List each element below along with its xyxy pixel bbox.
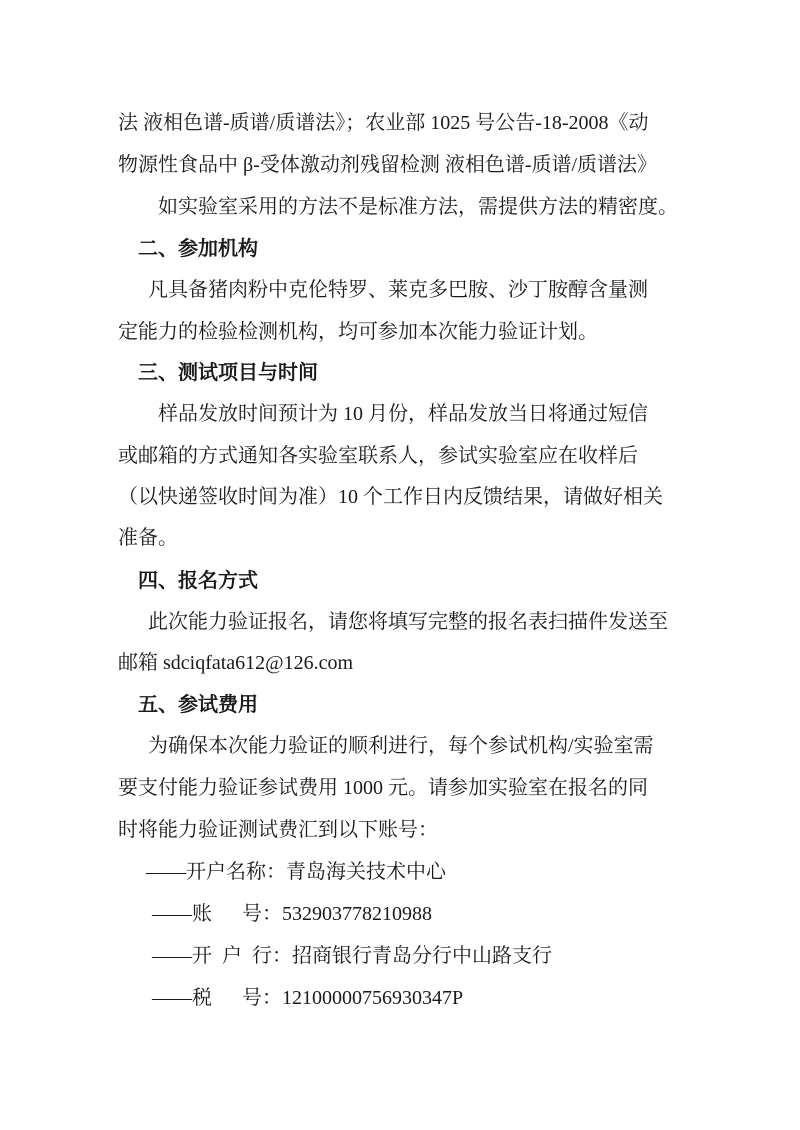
paragraph-line: 为确保本次能力验证的顺利进行，每个参试机构/实验室需	[148, 735, 654, 757]
bank-line: ——开 户 行：招商银行青岛分行中山路支行	[152, 945, 552, 967]
account-number-line: ——账 号：532903778210988	[152, 903, 432, 925]
email-line: 邮箱 sdciqfata612@126.com	[118, 652, 354, 674]
section-heading: 五、参试费用	[138, 692, 258, 716]
paragraph-line: 定能力的检验检测机构，均可参加本次能力验证计划。	[118, 321, 598, 343]
section-heading: 四、报名方式	[138, 568, 258, 592]
paragraph-line: 法 液相色谱-质谱/质谱法》；农业部 1025 号公告-18-2008《动	[118, 112, 649, 134]
paragraph-line: 此次能力验证报名，请您将填写完整的报名表扫描件发送至	[148, 611, 668, 633]
paragraph-line: 准备。	[118, 527, 178, 549]
paragraph-line: 如实验室采用的方法不是标准方法，需提供方法的精密度。	[158, 196, 678, 218]
paragraph-line: 样品发放时间预计为 10 月份，样品发放当日将通过短信	[158, 403, 648, 425]
paragraph-line: 时将能力验证测试费汇到以下账号：	[118, 819, 438, 841]
section-heading: 二、参加机构	[138, 236, 258, 260]
section-heading: 三、测试项目与时间	[138, 360, 318, 384]
paragraph-line: 物源性食品中 β-受体激动剂残留检测 液相色谱-质谱/质谱法》	[118, 154, 658, 176]
paragraph-line: 或邮箱的方式通知各实验室联系人，参试实验室应在收样后	[118, 445, 638, 467]
paragraph-line: 凡具备猪肉粉中克伦特罗、莱克多巴胺、沙丁胺醇含量测	[148, 279, 648, 301]
tax-number-line: ——税 号：12100000756930347P	[152, 987, 464, 1009]
paragraph-line: （以快递签收时间为准）10 个工作日内反馈结果，请做好相关	[118, 486, 663, 508]
paragraph-line: 要支付能力验证参试费用 1000 元。请参加实验室在报名的同	[118, 777, 648, 799]
account-name-line: ——开户名称：青岛海关技术中心	[146, 861, 446, 883]
